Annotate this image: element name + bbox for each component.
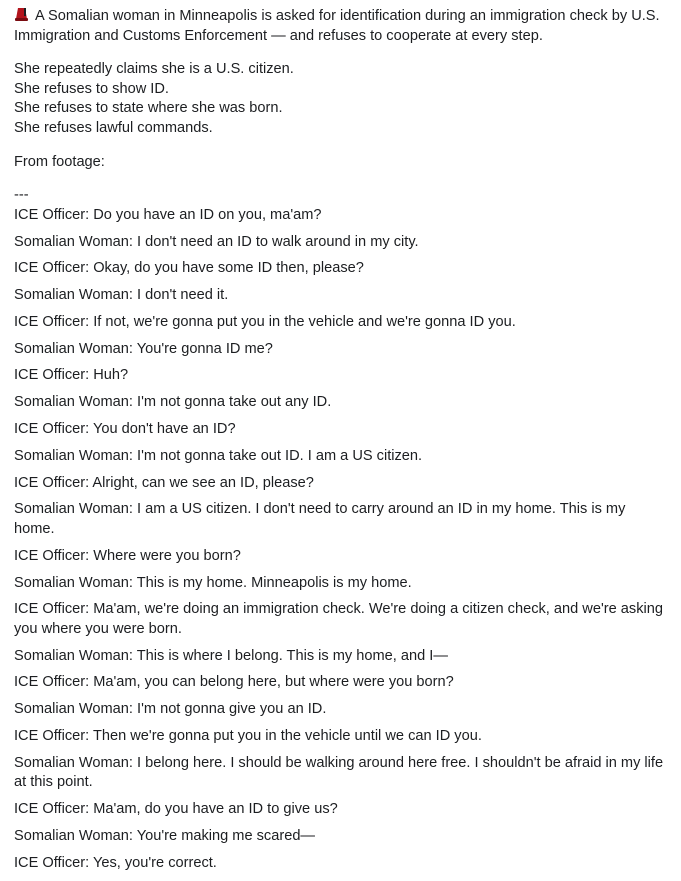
dialogue-line: ICE Officer: Ma'am, do you have an ID to give us? [14, 801, 338, 818]
fact-line: She refuses to state where she was born. [14, 100, 283, 117]
dialogue-line: ICE Officer: Ma'am, we're doing an immigration check. We're doing a citizen check, and we're asking you where you were born. [14, 601, 663, 637]
facts-list [14, 60, 666, 138]
dialogue-line: ICE Officer: Alright, can we see an ID, please? [14, 474, 314, 491]
intro-text: A Somalian woman in Minneapolis is asked for identification during an immigration check by U.S. Immigration and Customs Enforcement — and refuses to cooperate at every step. [14, 8, 660, 44]
dialogue-line: ICE Officer: Where were you born? [14, 547, 241, 564]
dialogue-line: Somalian Woman: I don't need it. [14, 287, 229, 304]
dialogue-line: Somalian Woman: This is my home. Minneapolis is my home. [14, 574, 412, 591]
dialogue-line: Somalian Woman: I'm not gonna give you an ID. [14, 701, 327, 718]
dialogue-line: ICE Officer: Do you have an ID on you, ma'am? [14, 206, 322, 223]
dialogue-line: ICE Officer: Then we're gonna put you in the vehicle until we can ID you. [14, 728, 482, 744]
dialogue-line: ICE Officer: Ma'am, you can belong here, but where were you born? [14, 674, 454, 691]
dialogue-line: ICE Officer: Huh? [14, 367, 129, 384]
dialogue-line: Somalian Woman: I'm not gonna take out ID. I am a US citizen. [14, 447, 423, 464]
dialogue-line: ICE Officer: If not, we're gonna put you in the vehicle and we're gonna ID you. [14, 313, 516, 330]
dialogue-line: ICE Officer: You don't have an ID? [14, 421, 236, 437]
dialogue-line: Somalian Woman: I belong here. I should be walking around here free. I shouldn't be afraid in my life at this point. [14, 754, 664, 791]
dialogue-line: Somalian Woman: You're gonna ID me? [14, 340, 273, 357]
post-intro [14, 7, 666, 46]
dialogue-line: ICE Officer: Okay, do you have some ID then, please? [14, 260, 364, 277]
footage-label: From footage: [14, 153, 105, 170]
fact-line: She refuses to show ID. [14, 80, 169, 97]
dialogue-line: Somalian Woman: You're making me scared— [14, 827, 316, 844]
dialogue-line: ICE Officer: Yes, you're correct. [14, 854, 217, 871]
separator: --- [14, 187, 29, 204]
dialogue-line: Somalian Woman: I don't need an ID to walk around in my city. [14, 233, 419, 250]
dialogue-line: Somalian Woman: I am a US citizen. I don't need to carry around an ID in my home. This is my home. [14, 501, 626, 537]
post-body [14, 7, 666, 881]
fact-line: She repeatedly claims she is a U.S. citizen. [14, 61, 294, 78]
fact-line: She refuses lawful commands. [14, 119, 213, 136]
dialogue-line: Somalian Woman: I'm not gonna take out any ID. [14, 394, 332, 411]
dialogue-transcript [14, 206, 666, 874]
fez-hat-icon [14, 8, 29, 22]
dialogue-line: Somalian Woman: This is where I belong. This is my home, and I— [14, 647, 448, 664]
